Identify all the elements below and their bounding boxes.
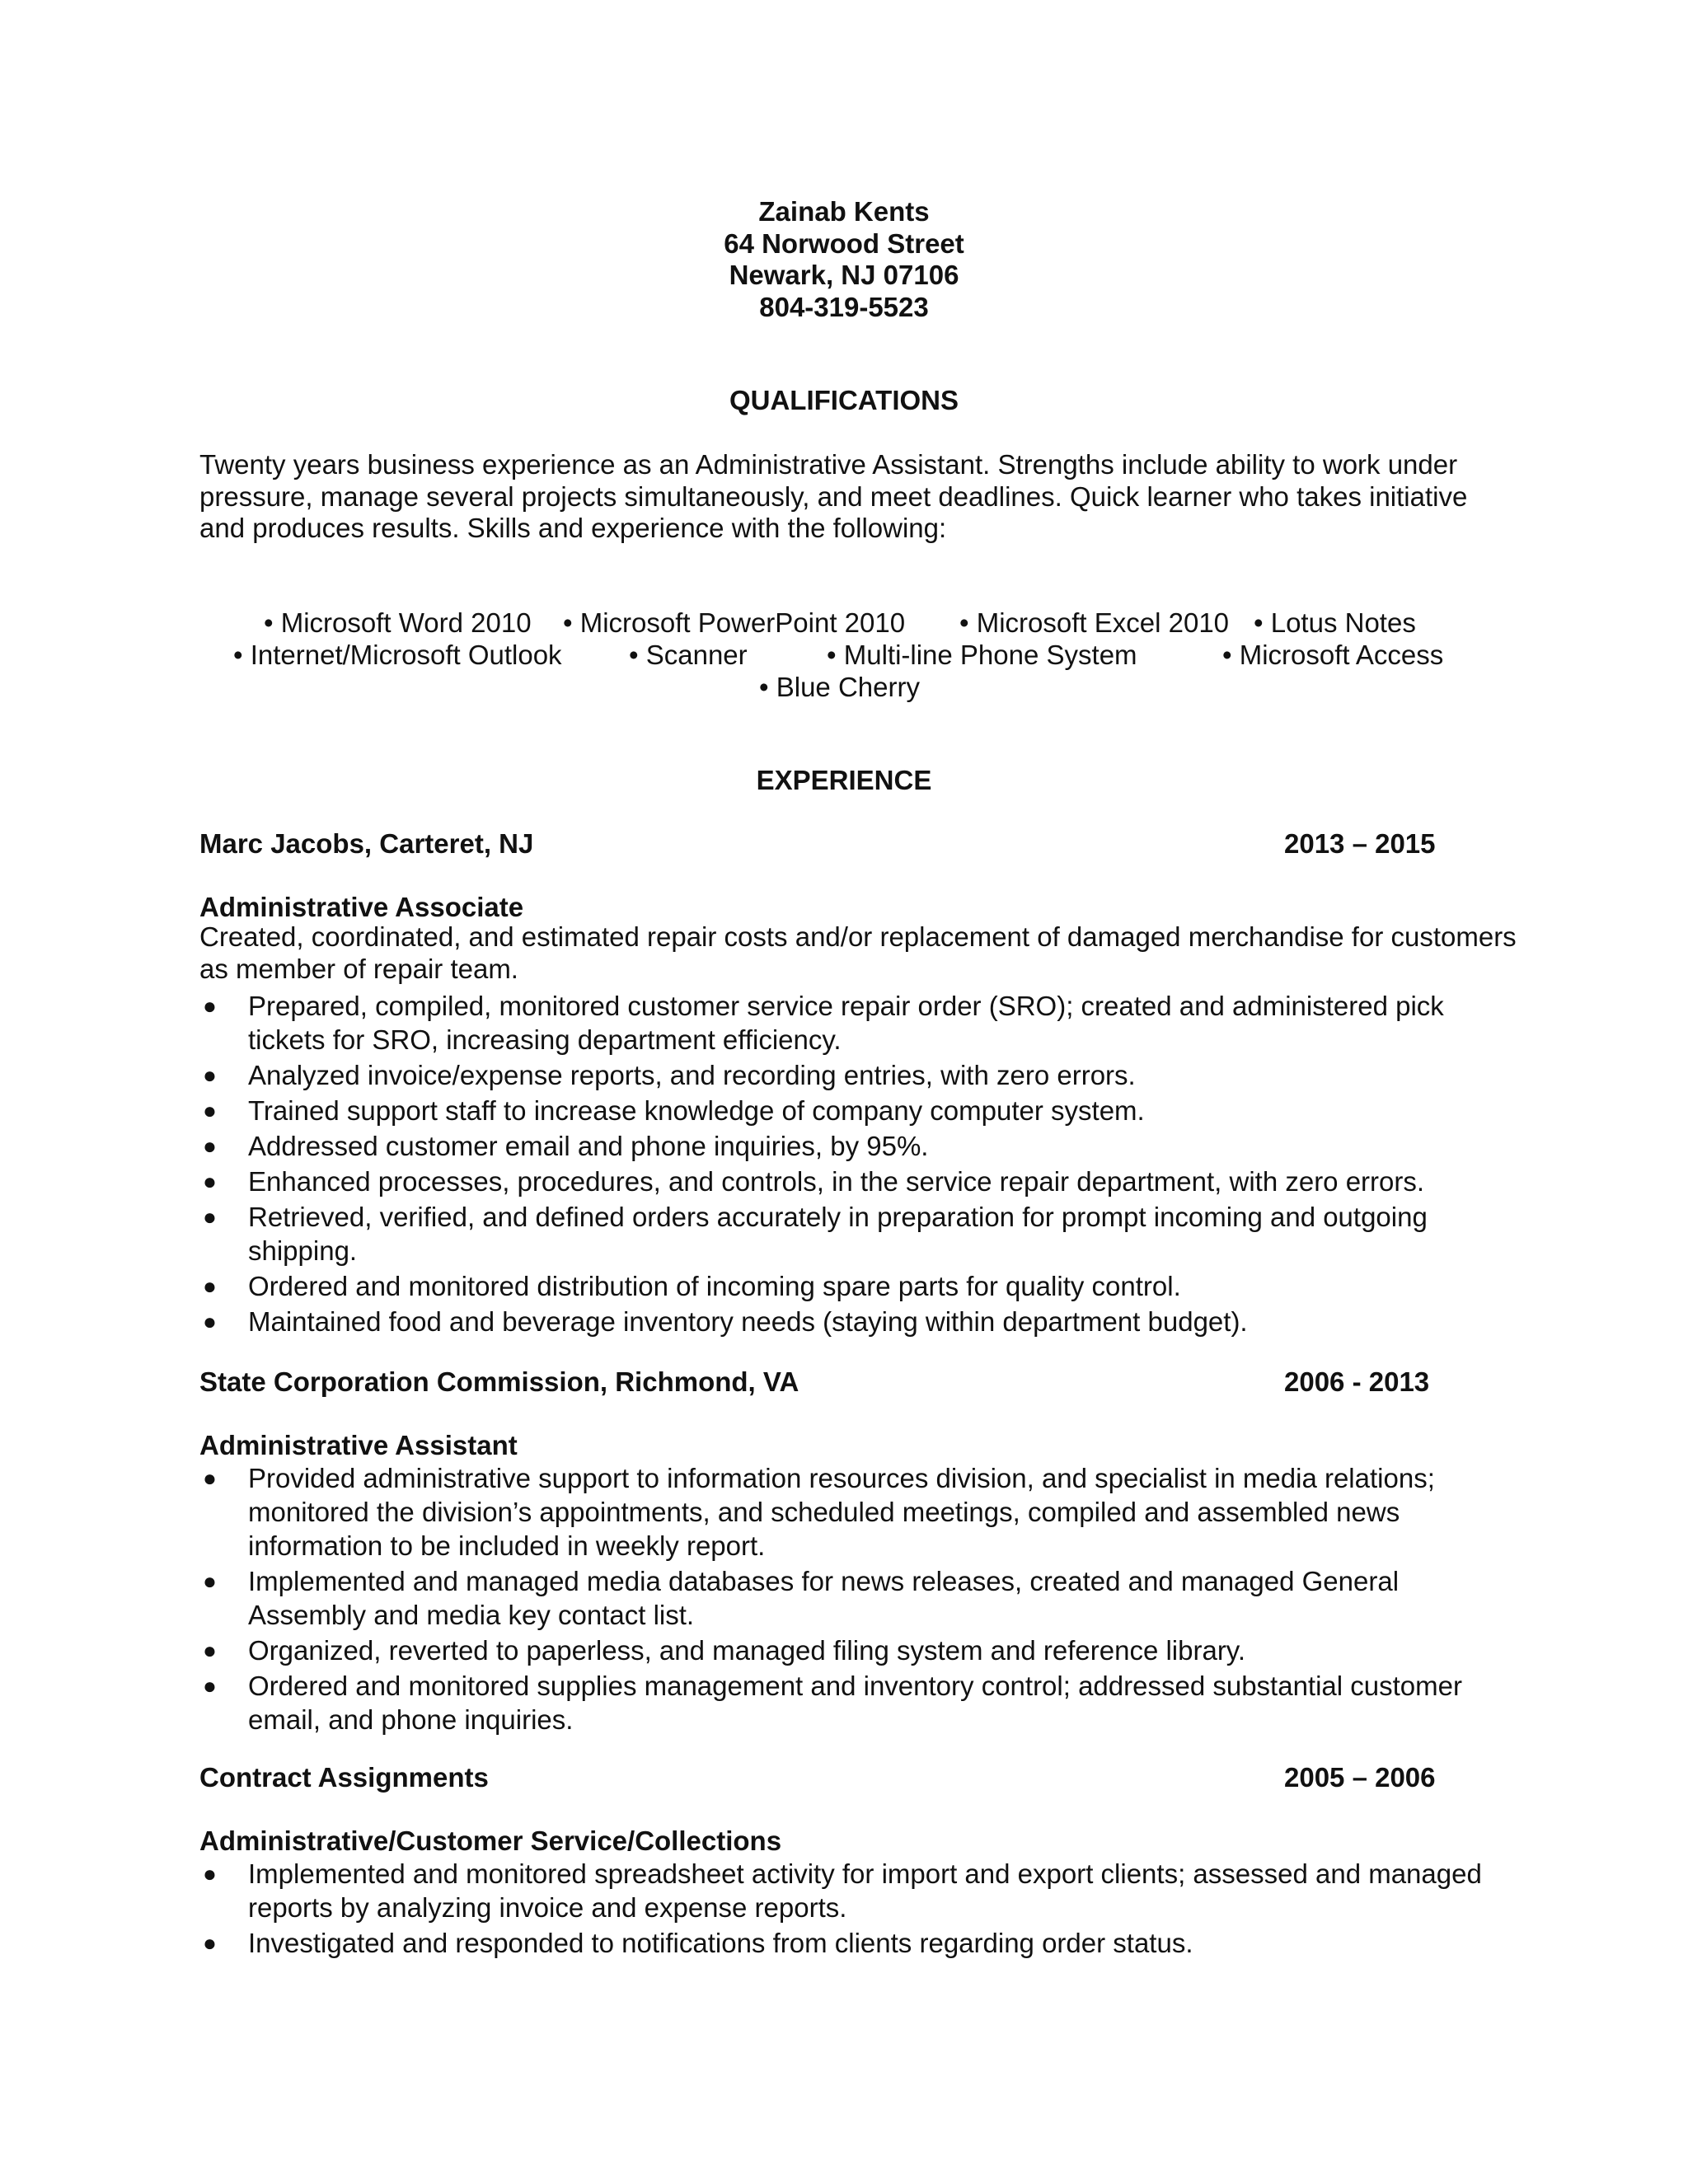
job-dates: 2006 - 2013 [1284,1366,1430,1397]
skill-item: • Scanner [629,640,748,670]
skill-item: • Lotus Notes [1254,607,1416,638]
qualifications-heading: QUALIFICATIONS [729,385,959,415]
job-company: Contract Assignments [199,1762,489,1793]
list-item: ● Implemented and monitored spreadsheet activity for import and export clients; assessed and managed reports by analyzing invoice and expense reports. [203,1858,1482,1923]
job-bullets [199,1857,1518,1961]
skill-item: • Microsoft Access [1222,640,1444,670]
skill-item: • Microsoft Word 2010 [264,607,532,638]
skill-item: • Multi-line Phone System [827,640,1137,670]
job-role: Administrative/Customer Service/Collections [199,1825,782,1856]
candidate-name: Zainab Kents [758,196,930,227]
job-dates: 2005 – 2006 [1284,1762,1436,1793]
qualifications-summary: Twenty years business experience as an Administrative Assistant. Strengths include ability to work under pressure, manage several projects simultaneously, and meet deadlines. Quick learner who takes initiative and produces results. Skills and experience with the following: [199,449,1468,543]
skill-item: • Microsoft Excel 2010 [959,607,1230,638]
phone-number: 804-319-5523 [759,291,929,322]
list-item: ● Provided administrative support to information resources division, and specialist in media relations; monitored the division’s appointments, and scheduled meetings, compiled and assembled news information to be included in weekly report. [203,1463,1435,1561]
list-item: ● Addressed customer email and phone inquiries, by 95%. [203,1131,929,1161]
list-item: ● Retrieved, verified, and defined orders accurately in preparation for prompt incoming and outgoing shipping. [203,1202,1428,1266]
job-intro: Created, coordinated, and estimated repair costs and/or replacement of damaged merchandise for customers as member of repair team. [199,921,1517,984]
job-bullets [199,989,1518,1340]
job-dates: 2013 – 2015 [1284,828,1436,859]
job-company: Marc Jacobs, Carteret, NJ [199,828,534,859]
street-address: 64 Norwood Street [724,227,964,259]
list-item: ● Ordered and monitored supplies management and inventory control; addressed substantial customer email, and phone inquiries. [203,1671,1462,1735]
skill-item: • Internet/Microsoft Outlook [233,640,562,670]
list-item: ● Organized, reverted to paperless, and managed filing system and reference library. [203,1635,1246,1666]
list-item: ● Trained support staff to increase knowledge of company computer system. [203,1095,1145,1126]
job-role: Administrative Assistant [199,1430,518,1460]
list-item: ● Analyzed invoice/expense reports, and recording entries, with zero errors. [203,1060,1136,1090]
skill-item: • Blue Cherry [759,672,920,702]
job-company: State Corporation Commission, Richmond, VA [199,1366,799,1397]
list-item: ● Prepared, compiled, monitored customer service repair order (SRO); created and administered pick tickets for SRO, increasing department efficiency. [203,991,1444,1055]
skill-item: • Microsoft PowerPoint 2010 [563,607,906,638]
list-item: ● Implemented and managed media databases for news releases, created and managed General Assembly and media key contact list. [203,1566,1400,1630]
experience-heading: EXPERIENCE [756,765,932,795]
list-item: ● Ordered and monitored distribution of incoming spare parts for quality control. [203,1271,1181,1301]
list-item: ● Investigated and responded to notifications from clients regarding order status. [203,1928,1193,1958]
city-state-zip: Newark, NJ 07106 [729,260,959,290]
job-role: Administrative Associate [199,892,524,922]
list-item: ● Maintained food and beverage inventory needs (staying within department budget). [203,1306,1248,1337]
job-bullets [199,1461,1518,1738]
list-item: ● Enhanced processes, procedures, and controls, in the service repair department, with zero errors. [203,1166,1425,1197]
contact-header [0,196,1688,323]
